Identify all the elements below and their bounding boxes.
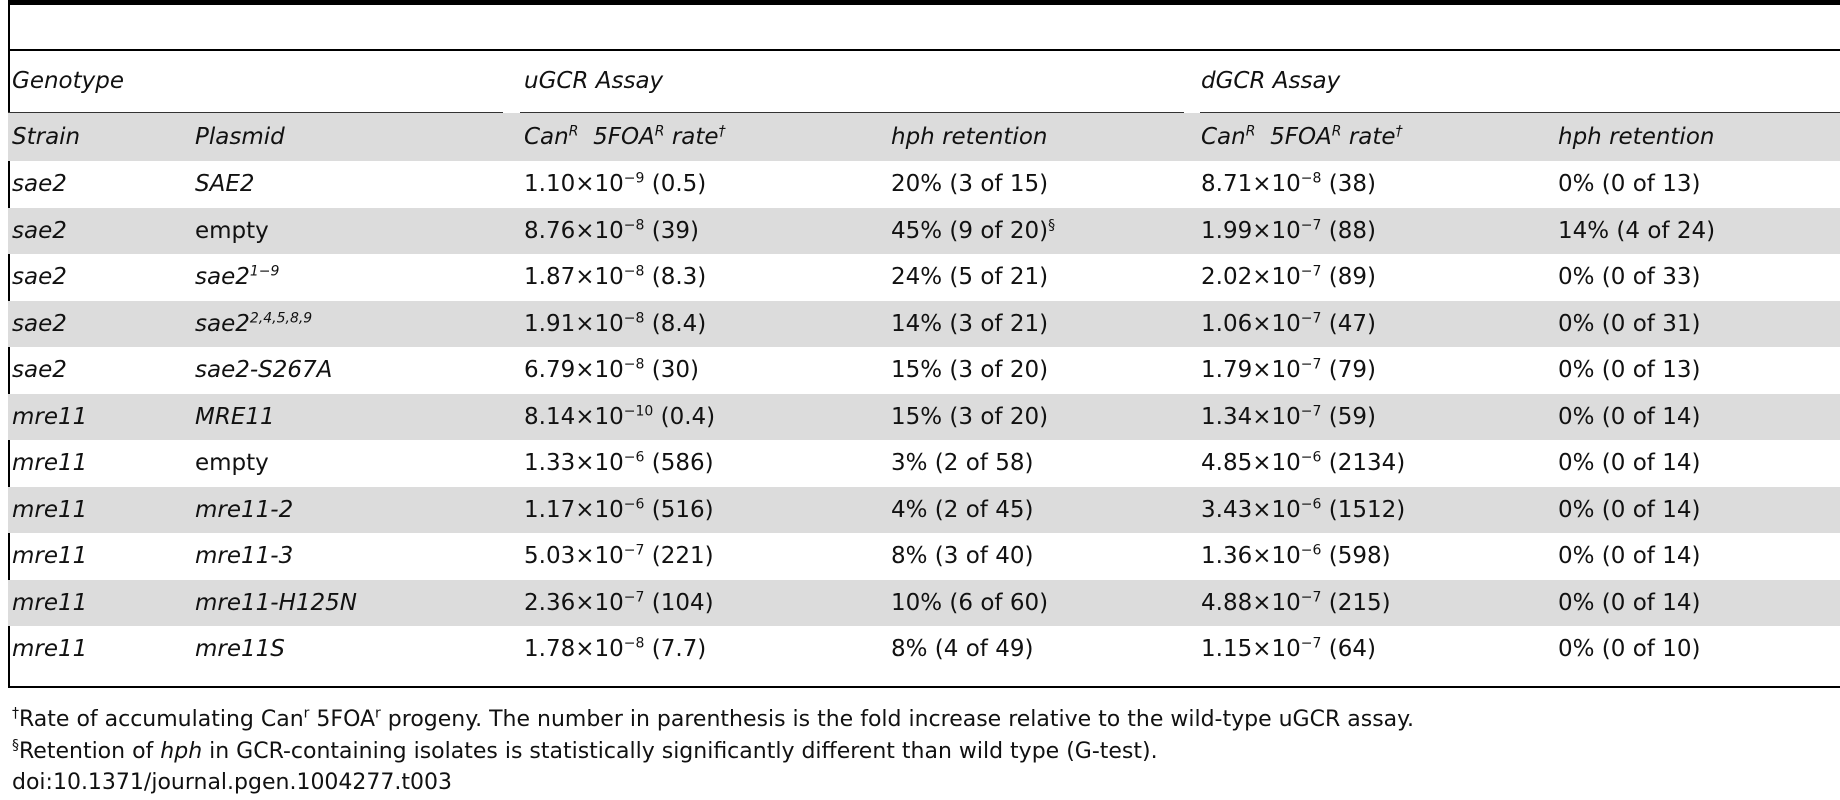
cell-dgcr-rate: $4.88\times 10^{-7}$ (215) [1197,580,1554,627]
table-row [8,208,1840,255]
cell-plasmid: mre11S [195,636,285,663]
cell-ugcr-rate: $1.87\times 10^{-8}$ (8.3) [524,263,707,291]
table-bottom-rule [8,686,1840,688]
cell-plasmid: $sae2^{1-9}$ [195,263,280,291]
cell-strain: sae2 [8,208,191,255]
top-border [8,0,1840,5]
header-genotype: Genotype [12,68,125,94]
cell-dgcr-hph: 0% (0 of 10) [1558,636,1701,663]
cell-ugcr-rate: $1.10\times 10^{-9}$ (0.5) [524,170,707,198]
table-row [8,580,1840,627]
header-top-rule [8,49,1840,51]
footnote-retention: §Retention of hph in GCR-containing isolates is statistically significantly different than wild type (G-test). [12,737,1158,764]
cell-dgcr-rate: $8.71\times 10^{-8}$ (38) [1201,170,1376,198]
cell-dgcr-hph: 0% (0 of 14) [1558,450,1701,477]
cell-ugcr-rate: $2.36\times 10^{-7}$ (104) [520,580,887,627]
table-row [8,394,1840,441]
table-row [8,301,1840,348]
cell-ugcr-rate: $8.14\times 10^{-10}$ (0.4) [520,394,887,441]
table-figure [8,0,1840,800]
cell-dgcr-rate: $1.34\times 10^{-7}$ (59) [1197,394,1554,441]
column-header-row [8,113,1840,161]
cell-strain: sae2 [12,264,67,291]
cell-dgcr-rate: $3.43\times 10^{-6}$ (1512) [1197,487,1554,534]
col-ugcr-hph: hph retention [887,113,1197,161]
cell-strain: mre11 [12,543,88,570]
cell-ugcr-rate: $1.33\times 10^{-6}$ (586) [524,449,714,477]
cell-ugcr-hph: 14% (3 of 21) [887,301,1197,348]
cell-dgcr-hph: 0% (0 of 14) [1554,487,1840,534]
table-row [8,487,1840,534]
header-dgcr-assay: dGCR Assay [1201,68,1341,94]
cell-dgcr-rate: $1.36\times 10^{-6}$ (598) [1201,542,1391,570]
cell-dgcr-rate: $1.99\times 10^{-7}$ (88) [1197,208,1554,255]
cell-dgcr-hph: 0% (0 of 31) [1554,301,1840,348]
table-row [8,161,1840,208]
table-row [8,254,1840,301]
table-row [8,347,1840,394]
col-dgcr-hph: hph retention [1554,113,1840,161]
col-ugcr-rate: Can$^R$ $5FOA^R$ rate† [520,113,887,161]
cell-ugcr-hph: 15% (3 of 20) [891,357,1049,384]
cell-strain: sae2 [8,301,191,348]
table-row [8,626,1840,673]
cell-dgcr-rate: $1.79\times 10^{-7}$ (79) [1201,356,1376,384]
cell-ugcr-rate: $1.91\times 10^{-8}$ (8.4) [520,301,887,348]
cell-plasmid: sae2-S267A [195,357,333,384]
cell-dgcr-hph: 14% (4 of 24) [1554,208,1840,255]
col-plasmid: Plasmid [191,113,520,161]
cell-strain: mre11 [12,636,88,663]
cell-ugcr-hph: 45% (9 of 20)§ [887,208,1197,255]
cell-ugcr-rate: $1.78\times 10^{-8}$ (7.7) [524,635,707,663]
cell-strain: mre11 [8,580,191,627]
cell-dgcr-hph: 0% (0 of 13) [1558,171,1701,198]
cell-ugcr-rate: $8.76\times 10^{-8}$ (39) [520,208,887,255]
cell-plasmid: empty [195,450,269,477]
cell-ugcr-hph: 10% (6 of 60) [887,580,1197,627]
cell-ugcr-hph: 24% (5 of 21) [891,264,1049,291]
cell-dgcr-rate: $4.85\times 10^{-6}$ (2134) [1201,449,1406,477]
cell-plasmid: sae2$^{2,4,5,8,9}$ [191,301,520,348]
cell-dgcr-rate: $1.06\times 10^{-7}$ (47) [1197,301,1554,348]
cell-dgcr-hph: 0% (0 of 13) [1558,357,1701,384]
cell-strain: mre11 [8,394,191,441]
cell-dgcr-hph: 0% (0 of 14) [1554,580,1840,627]
doi-link[interactable]: doi:10.1371/journal.pgen.1004277.t003 [12,770,453,795]
cell-dgcr-rate: $2.02\times 10^{-7}$ (89) [1201,263,1376,291]
table-row [8,440,1840,487]
cell-strain: sae2 [12,357,67,384]
cell-strain: sae2 [12,171,67,198]
col-strain: Strain [8,113,191,161]
cell-dgcr-hph: 0% (0 of 33) [1558,264,1701,291]
cell-ugcr-rate: $1.17\times 10^{-6}$ (516) [520,487,887,534]
cell-ugcr-rate: $5.03\times 10^{-7}$ (221) [524,542,714,570]
cell-ugcr-hph: 8% (3 of 40) [891,543,1034,570]
cell-strain: mre11 [8,487,191,534]
col-dgcr-rate: Can$^R$ $5FOA^R$ rate† [1197,113,1554,161]
cell-dgcr-hph: 0% (0 of 14) [1554,394,1840,441]
header-ugcr-assay: uGCR Assay [524,68,664,94]
cell-plasmid: MRE11 [191,394,520,441]
cell-ugcr-hph: 4% (2 of 45) [887,487,1197,534]
cell-plasmid: SAE2 [195,171,255,198]
cell-ugcr-rate: $6.79\times 10^{-8}$ (30) [524,356,699,384]
cell-ugcr-hph: 15% (3 of 20) [887,394,1197,441]
cell-plasmid: mre11-3 [195,543,294,570]
cell-ugcr-hph: 3% (2 of 58) [891,450,1034,477]
cell-dgcr-rate: $1.15\times 10^{-7}$ (64) [1201,635,1376,663]
table-row [8,533,1840,580]
cell-plasmid: mre11-H125N [191,580,520,627]
cell-strain: mre11 [12,450,88,477]
cell-dgcr-hph: 0% (0 of 14) [1558,543,1701,570]
cell-ugcr-hph: 20% (3 of 15) [891,171,1049,198]
cell-ugcr-hph: 8% (4 of 49) [891,636,1034,663]
footnote-rate: †Rate of accumulating Can$^r$ 5FOA$^r$ progeny. The number in parenthesis is the fold increase relative to the wild-type uGCR assay. [12,705,1415,732]
data-table [8,113,1840,673]
cell-plasmid: empty [191,208,520,255]
cell-plasmid: mre11-2 [191,487,520,534]
